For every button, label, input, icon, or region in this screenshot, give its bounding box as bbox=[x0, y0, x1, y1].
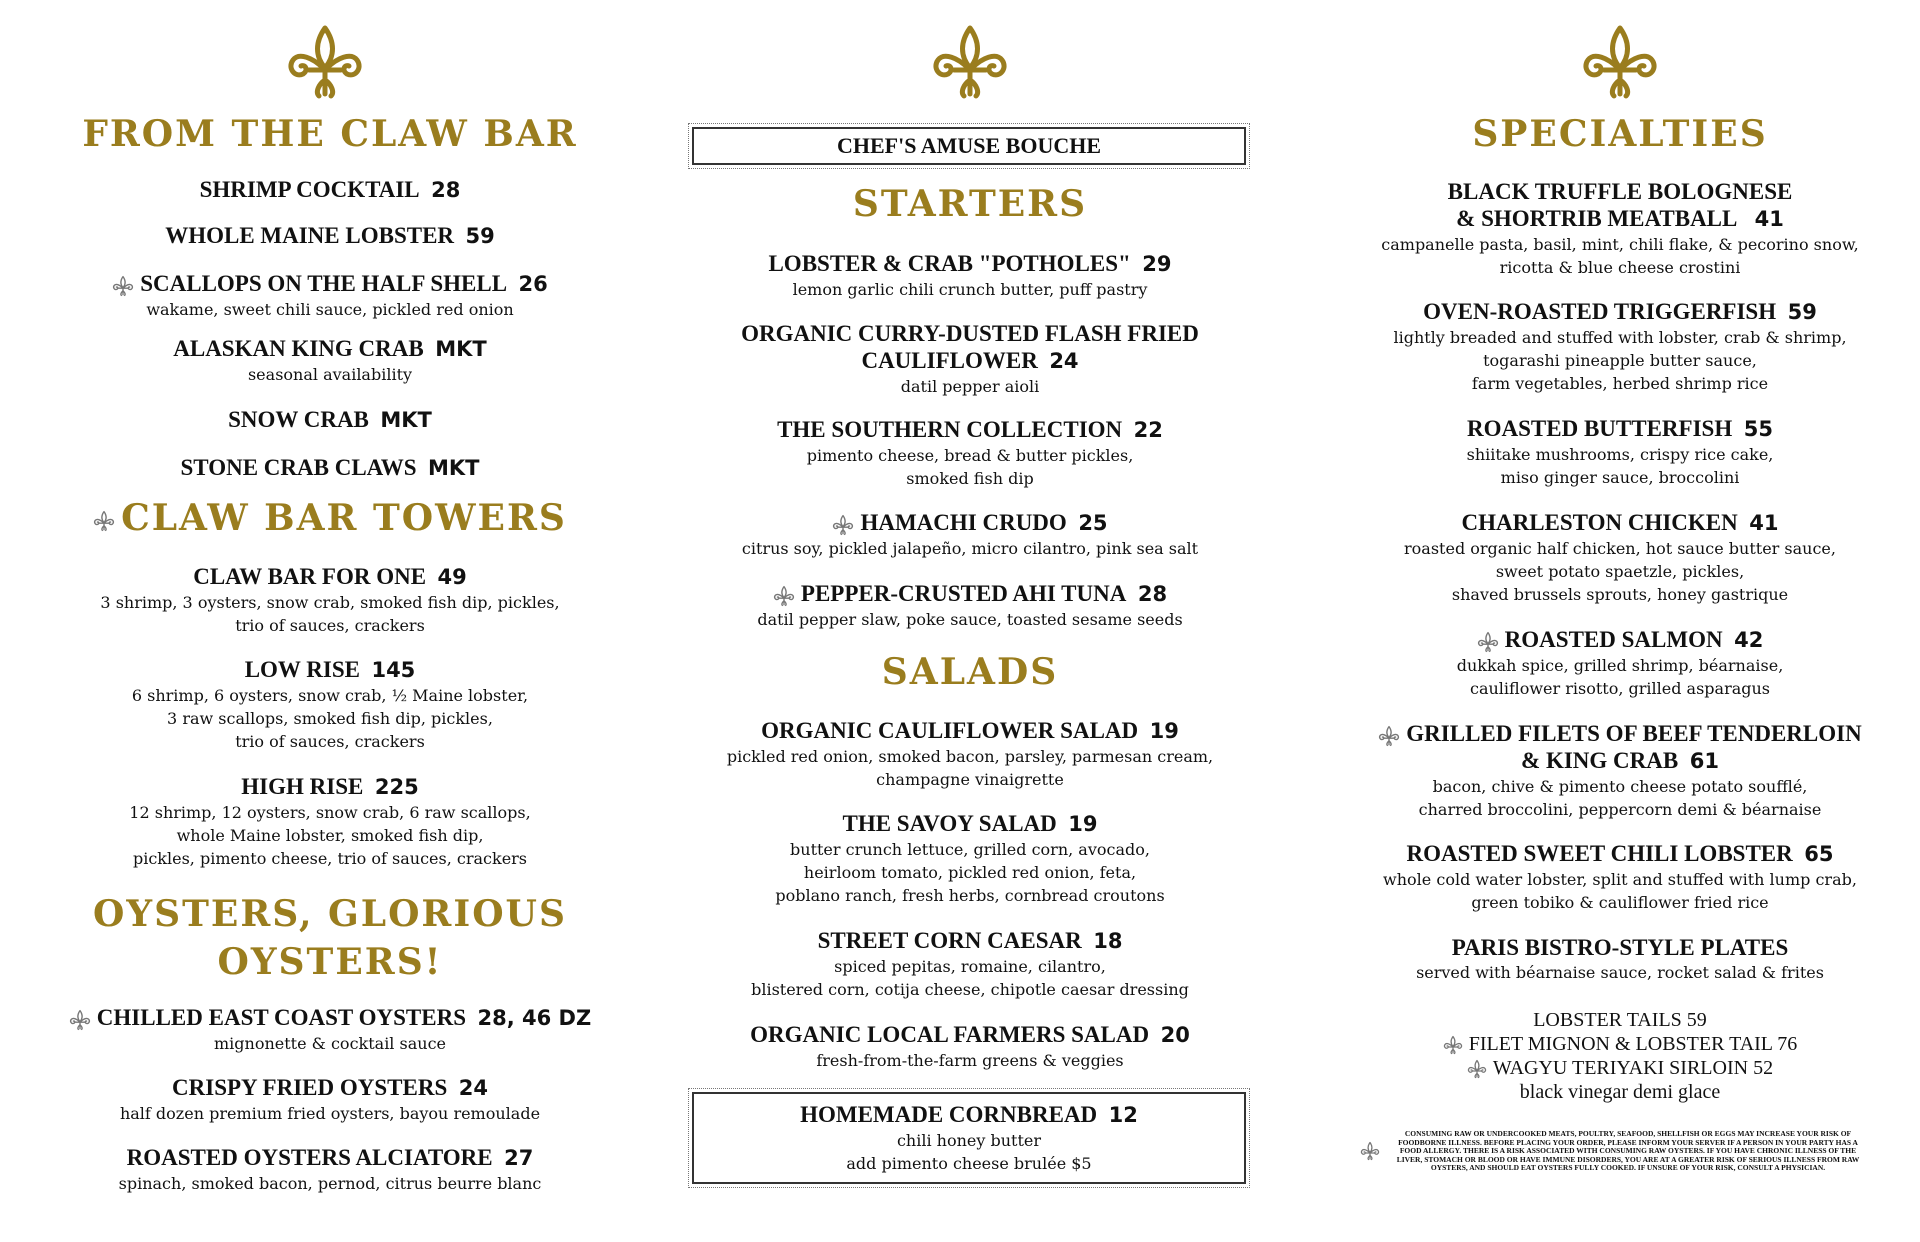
item-name: PEPPER-CRUSTED AHI TUNA bbox=[800, 581, 1127, 606]
item-name: CHILLED EAST COAST OYSTERS bbox=[96, 1005, 466, 1030]
item-description: half dozen premium fried oysters, bayou remoulade bbox=[119, 1104, 541, 1123]
item-name: & KING CRAB bbox=[1521, 748, 1679, 773]
menu-item bbox=[1340, 178, 1900, 279]
bistro-plates-list bbox=[1340, 1008, 1900, 1104]
menu-item bbox=[680, 416, 1260, 490]
item-name: SNOW CRAB bbox=[228, 407, 369, 432]
menu-item bbox=[680, 509, 1260, 560]
item-description: farm vegetables, herbed shrimp rice bbox=[1471, 374, 1769, 393]
item-price: MKT bbox=[428, 456, 480, 480]
item-price: 29 bbox=[1142, 252, 1172, 276]
item-name: HAMACHI CRUDO bbox=[860, 510, 1067, 535]
item-description: charred broccolini, peppercorn demi & béarnaise bbox=[1418, 800, 1822, 819]
disclaimer-block bbox=[1360, 1130, 1880, 1173]
item-name: & SHORTRIB MEATBALL bbox=[1456, 206, 1738, 231]
item-description: bacon, chive & pimento cheese potato soufflé, bbox=[1432, 777, 1808, 796]
item-description: whole Maine lobster, smoked fish dip, bbox=[176, 826, 484, 845]
item-description: ricotta & blue cheese crostini bbox=[1499, 258, 1741, 277]
section-title-specialties: SPECIALTIES bbox=[1472, 113, 1768, 155]
menu-item bbox=[1340, 720, 1900, 821]
item-description: mignonette & cocktail sauce bbox=[213, 1034, 446, 1053]
section-title-oysters: OYSTERS, GLORIOUS OYSTERS! bbox=[93, 893, 567, 983]
fleur-de-lis-icon bbox=[69, 1009, 91, 1031]
item-name: PARIS BISTRO-STYLE PLATES bbox=[1451, 935, 1789, 960]
menu-item bbox=[0, 270, 660, 321]
section-title-claw-bar: FROM THE CLAW BAR bbox=[82, 113, 578, 155]
item-price: 27 bbox=[504, 1146, 534, 1170]
item-price: 61 bbox=[1689, 749, 1719, 773]
item-name: BLACK TRUFFLE BOLOGNESE bbox=[1447, 179, 1793, 204]
fleur-de-lis-icon bbox=[1477, 631, 1499, 653]
item-price: 49 bbox=[437, 565, 467, 589]
item-price: 19 bbox=[1149, 719, 1179, 743]
menu-item bbox=[1340, 840, 1900, 914]
item-description: miso ginger sauce, broccolini bbox=[1500, 468, 1740, 487]
fleur-de-lis-icon bbox=[1443, 1035, 1463, 1055]
item-description: blistered corn, cotija cheese, chipotle caesar dressing bbox=[751, 980, 1189, 999]
menu-item bbox=[0, 656, 660, 753]
item-price: 42 bbox=[1734, 628, 1764, 652]
menu-item bbox=[1340, 298, 1900, 395]
item-price: 22 bbox=[1133, 418, 1163, 442]
fleur-de-lis-icon bbox=[1467, 1059, 1487, 1079]
item-description: heirloom tomato, pickled red onion, feta, bbox=[803, 863, 1137, 882]
item-name: ROASTED OYSTERS ALCIATORE bbox=[126, 1145, 493, 1170]
item-name: STONE CRAB CLAWS bbox=[180, 455, 417, 480]
fleur-de-lis-icon bbox=[1580, 22, 1660, 102]
menu-item bbox=[0, 406, 660, 434]
item-name: ROASTED SALMON bbox=[1504, 627, 1723, 652]
menu-item bbox=[680, 1021, 1260, 1072]
item-price: MKT bbox=[380, 408, 432, 432]
item-description: roasted organic half chicken, hot sauce butter sauce, bbox=[1404, 539, 1836, 558]
plate-line: LOBSTER TAILS 59 bbox=[1533, 1009, 1707, 1031]
item-price: 41 bbox=[1754, 207, 1784, 231]
item-price: 59 bbox=[465, 224, 495, 248]
item-price: 24 bbox=[1049, 349, 1079, 373]
item-name: SCALLOPS ON THE HALF SHELL bbox=[140, 271, 508, 296]
menu-item bbox=[0, 1074, 660, 1125]
cornbread-box bbox=[692, 1092, 1246, 1184]
menu-item bbox=[680, 927, 1260, 1001]
menu-item bbox=[1340, 626, 1900, 700]
fleur-de-lis-icon bbox=[1360, 1141, 1380, 1161]
item-price: 28 bbox=[431, 178, 461, 202]
item-name: CRISPY FRIED OYSTERS bbox=[172, 1075, 448, 1100]
menu-item bbox=[680, 580, 1260, 631]
menu-item bbox=[0, 176, 660, 204]
plate-line: WAGYU TERIYAKI SIRLOIN 52 bbox=[1340, 1056, 1900, 1080]
item-price: 65 bbox=[1804, 842, 1834, 866]
item-description: pickled red onion, smoked bacon, parsley, parmesan cream, bbox=[726, 747, 1214, 766]
item-description: fresh-from-the-farm greens & veggies bbox=[816, 1051, 1124, 1070]
item-description: datil pepper aioli bbox=[900, 377, 1040, 396]
fleur-de-lis-icon bbox=[285, 22, 365, 102]
item-name: ORGANIC CURRY-DUSTED FLASH FRIED bbox=[741, 321, 1199, 346]
item-name: ORGANIC LOCAL FARMERS SALAD bbox=[750, 1022, 1150, 1047]
menu-item bbox=[0, 335, 660, 386]
item-description: 12 shrimp, 12 oysters, snow crab, 6 raw scallops, bbox=[129, 803, 531, 822]
section-title-towers: CLAW BAR TOWERS bbox=[0, 496, 660, 540]
item-name: THE SAVOY SALAD bbox=[842, 811, 1057, 836]
item-price: 145 bbox=[371, 658, 416, 682]
item-price: 28 bbox=[1137, 582, 1168, 606]
item-price: 20 bbox=[1160, 1023, 1190, 1047]
item-description: 3 raw scallops, smoked fish dip, pickles, bbox=[167, 709, 493, 728]
item-description: spinach, smoked bacon, pernod, citrus beurre blanc bbox=[118, 1174, 542, 1193]
menu-item bbox=[1340, 509, 1900, 606]
item-description: whole cold water lobster, split and stuffed with lump crab, bbox=[1383, 870, 1857, 889]
item-price: 55 bbox=[1743, 417, 1773, 441]
menu-item bbox=[0, 563, 660, 637]
amuse-bouche-label: CHEF'S AMUSE BOUCHE bbox=[836, 133, 1102, 158]
plate-line: black vinegar demi glace bbox=[1519, 1081, 1721, 1103]
item-name: ROASTED SWEET CHILI LOBSTER bbox=[1406, 841, 1793, 866]
menu-item bbox=[0, 222, 660, 250]
item-description: shaved brussels sprouts, honey gastrique bbox=[1451, 585, 1789, 604]
item-name: ORGANIC CAULIFLOWER SALAD bbox=[761, 718, 1139, 743]
item-name: SHRIMP COCKTAIL bbox=[199, 177, 420, 202]
item-description: add pimento cheese brulée $5 bbox=[846, 1154, 1092, 1173]
item-description: datil pepper slaw, poke sauce, toasted sesame seeds bbox=[757, 610, 1183, 629]
fleur-de-lis-icon bbox=[773, 585, 795, 607]
item-description: campanelle pasta, basil, mint, chili flake, & pecorino snow, bbox=[1381, 235, 1859, 254]
item-price: 28, 46 DZ bbox=[477, 1006, 592, 1030]
item-description: champagne vinaigrette bbox=[876, 770, 1064, 789]
item-description: butter crunch lettuce, grilled corn, avocado, bbox=[790, 840, 1150, 859]
item-description: spiced pepitas, romaine, cilantro, bbox=[834, 957, 1106, 976]
item-description: chili honey butter bbox=[896, 1131, 1042, 1150]
menu-item bbox=[680, 250, 1260, 301]
item-name: CHARLESTON CHICKEN bbox=[1461, 510, 1738, 535]
menu-item bbox=[0, 1004, 660, 1055]
item-price: 18 bbox=[1093, 929, 1123, 953]
raw-food-disclaimer: CONSUMING RAW OR UNDERCOOKED MEATS, POULTRY, SEAFOOD, SHELLFISH OR EGGS MAY INCREASE YOUR RISK OF FOODBORNE ILLNESS. BEFORE PLACING YOUR ORDER, PLEASE INFORM YOUR SERVER IF A PERSON IN YOUR PARTY HAS A FOOD ALLERGY. THERE IS A RISK ASSOCIATED WITH CONSUMING RAW OYSTERS. IF YOU HAVE CHRONIC ILLNESS OF THE LIVER, STOMACH OR BLOOD OR HAVE IMMUNE DISORDERS, YOU ARE AT A GREATER RISK OF SERIOUS ILLNESS FROM RAW OYSTERS, AND SHOULD EAT OYSTERS FULLY COOKED. IF UNSURE OF YOUR RISK, CONSULT A PHYSICIAN. bbox=[1396, 1129, 1860, 1172]
item-description: green tobiko & cauliflower fried rice bbox=[1471, 893, 1769, 912]
item-price: 19 bbox=[1068, 812, 1098, 836]
menu-item bbox=[0, 1144, 660, 1195]
item-price: 25 bbox=[1078, 511, 1108, 535]
item-name: CLAW BAR FOR ONE bbox=[193, 564, 427, 589]
item-price: 59 bbox=[1787, 300, 1817, 324]
item-name: HOMEMADE CORNBREAD bbox=[800, 1102, 1098, 1127]
item-price: 41 bbox=[1749, 511, 1779, 535]
item-description: citrus soy, pickled jalapeño, micro cilantro, pink sea salt bbox=[741, 539, 1199, 558]
item-name: ALASKAN KING CRAB bbox=[173, 336, 424, 361]
item-description: smoked fish dip bbox=[906, 469, 1034, 488]
item-name: THE SOUTHERN COLLECTION bbox=[777, 417, 1123, 442]
item-price: 12 bbox=[1108, 1103, 1138, 1127]
item-description: lightly breaded and stuffed with lobster, crab & shrimp, bbox=[1393, 328, 1847, 347]
item-description: lemon garlic chili crunch butter, puff pastry bbox=[792, 280, 1148, 299]
item-price: MKT bbox=[435, 337, 487, 361]
item-name: LOBSTER & CRAB "POTHOLES" bbox=[768, 251, 1131, 276]
item-name: ROASTED BUTTERFISH bbox=[1467, 416, 1733, 441]
item-description: trio of sauces, crackers bbox=[235, 616, 425, 635]
item-description: poblano ranch, fresh herbs, cornbread croutons bbox=[775, 886, 1165, 905]
item-name: STREET CORN CAESAR bbox=[817, 928, 1082, 953]
item-description: seasonal availability bbox=[247, 365, 413, 384]
item-description: cauliflower risotto, grilled asparagus bbox=[1469, 679, 1771, 698]
item-name: GRILLED FILETS OF BEEF TENDERLOIN bbox=[1406, 721, 1862, 746]
item-name: WHOLE MAINE LOBSTER bbox=[165, 223, 455, 248]
item-description: shiitake mushrooms, crispy rice cake, bbox=[1466, 445, 1774, 464]
fleur-de-lis-icon bbox=[1378, 725, 1400, 747]
menu-item bbox=[680, 717, 1260, 791]
item-price: 24 bbox=[458, 1076, 488, 1100]
item-description: served with béarnaise sauce, rocket salad & frites bbox=[1416, 963, 1824, 982]
item-description: trio of sauces, crackers bbox=[235, 732, 425, 751]
item-name: CAULIFLOWER bbox=[861, 348, 1038, 373]
item-description: togarashi pineapple butter sauce, bbox=[1483, 351, 1757, 370]
fleur-de-lis-icon bbox=[930, 22, 1010, 102]
menu-item bbox=[0, 454, 660, 482]
plate-line: FILET MIGNON & LOBSTER TAIL 76 bbox=[1340, 1032, 1900, 1056]
item-description: wakame, sweet chili sauce, pickled red onion bbox=[146, 300, 514, 319]
menu-item bbox=[0, 773, 660, 870]
item-description: pickles, pimento cheese, trio of sauces, crackers bbox=[132, 849, 528, 868]
item-description: 6 shrimp, 6 oysters, snow crab, ½ Maine lobster, bbox=[131, 686, 529, 705]
item-description: sweet potato spaetzle, pickles, bbox=[1495, 562, 1745, 581]
amuse-bouche-box bbox=[692, 127, 1246, 165]
item-description: 3 shrimp, 3 oysters, snow crab, smoked fish dip, pickles, bbox=[100, 593, 560, 612]
fleur-de-lis-icon bbox=[93, 510, 115, 532]
section-title-salads: SALADS bbox=[881, 651, 1059, 693]
menu-item bbox=[1340, 934, 1900, 984]
item-name: OVEN-ROASTED TRIGGERFISH bbox=[1423, 299, 1777, 324]
item-description: pimento cheese, bread & butter pickles, bbox=[806, 446, 1134, 465]
item-price: 26 bbox=[518, 272, 548, 296]
item-name: LOW RISE bbox=[244, 657, 360, 682]
menu-item bbox=[680, 810, 1260, 907]
section-title-starters: STARTERS bbox=[852, 183, 1088, 225]
menu-item bbox=[680, 320, 1260, 398]
fleur-de-lis-icon bbox=[832, 514, 854, 536]
item-price: 225 bbox=[374, 775, 419, 799]
item-name: HIGH RISE bbox=[241, 774, 364, 799]
fleur-de-lis-icon bbox=[112, 275, 134, 297]
item-description: dukkah spice, grilled shrimp, béarnaise, bbox=[1456, 656, 1784, 675]
menu-item bbox=[1340, 415, 1900, 489]
